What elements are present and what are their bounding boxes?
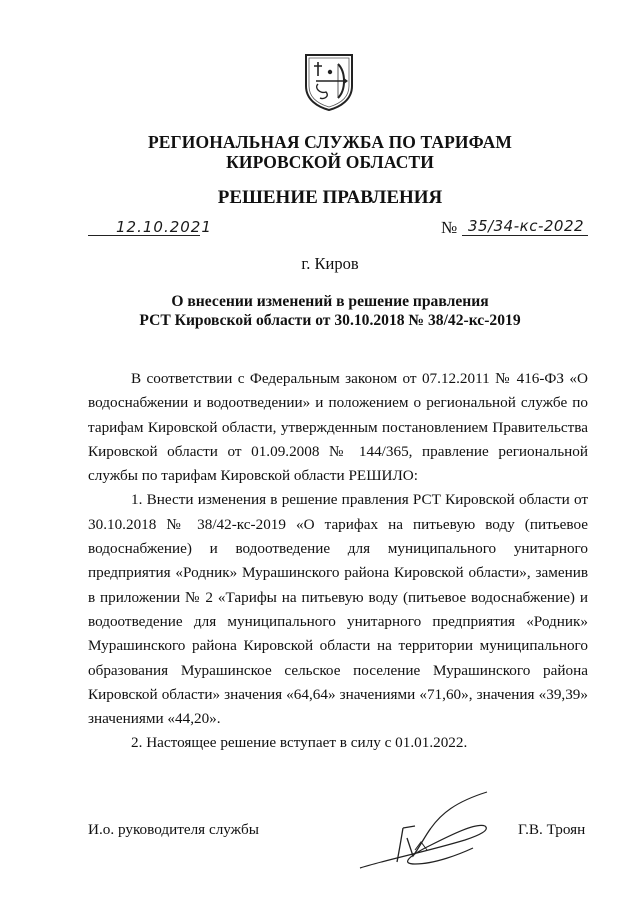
subject-line2: РСТ Кировской области от 30.10.2018 № 38/42-кс-2019	[139, 312, 521, 329]
organization-name-line2: КИРОВСКОЙ ОБЛАСТИ	[226, 152, 434, 172]
handwritten-signature	[355, 790, 495, 880]
coat-of-arms-icon	[300, 52, 358, 112]
number-label: №	[441, 218, 458, 237]
document-type-title: РЕШЕНИЕ ПРАВЛЕНИЯ	[217, 187, 443, 208]
signatory-position: И.о. руководителя службы	[88, 821, 259, 838]
organization-name-line1: РЕГИОНАЛЬНАЯ СЛУЖБА ПО ТАРИФАМ	[147, 132, 512, 152]
document-date: 12.10.2021	[116, 218, 212, 236]
body-paragraph-preamble: В соответствии с Федеральным законом от 07.12.2011 № 416-ФЗ «О водоснабжении и водоотведении» и положением о региональной службе по тарифам Кировской области, утвержденным постановлением Правительства Кировской области от 01.09.2008 № 144/365, правление региональной службы по тарифам Кировской области РЕШИЛО:	[88, 370, 588, 485]
signatory-name: Г.В. Троян	[518, 821, 586, 838]
document-body	[88, 367, 588, 756]
document-number: 35/34-кс-2022	[468, 217, 585, 235]
city: г. Киров	[301, 254, 359, 273]
subject-line1: О внесении изменений в решение правления	[171, 293, 489, 310]
body-paragraph-item-1: 1. Внести изменения в решение правления РСТ Кировской области от 30.10.2018 № 38/42-кс-2019 «О тарифах на питьевую воду (питьевое водоснабжение) и водоотведение для муниципального унитарного предприятия «Родник» Мурашинского района Кировской области», заменив в приложении № 2 «Тарифы на питьевую воду (питьевое водоснабжение) и водоотведение для муниципального унитарного предприятия «Родник» Мурашинского района Кировской области на территории муниципального образования Мурашинское сельское поселение Мурашинского района Кировской области» значения «64,64» значениями «71,60», значения «39,39» значениями «44,20».	[88, 491, 588, 728]
body-paragraph-item-2: 2. Настоящее решение вступает в силу с 01.01.2022.	[131, 734, 468, 752]
